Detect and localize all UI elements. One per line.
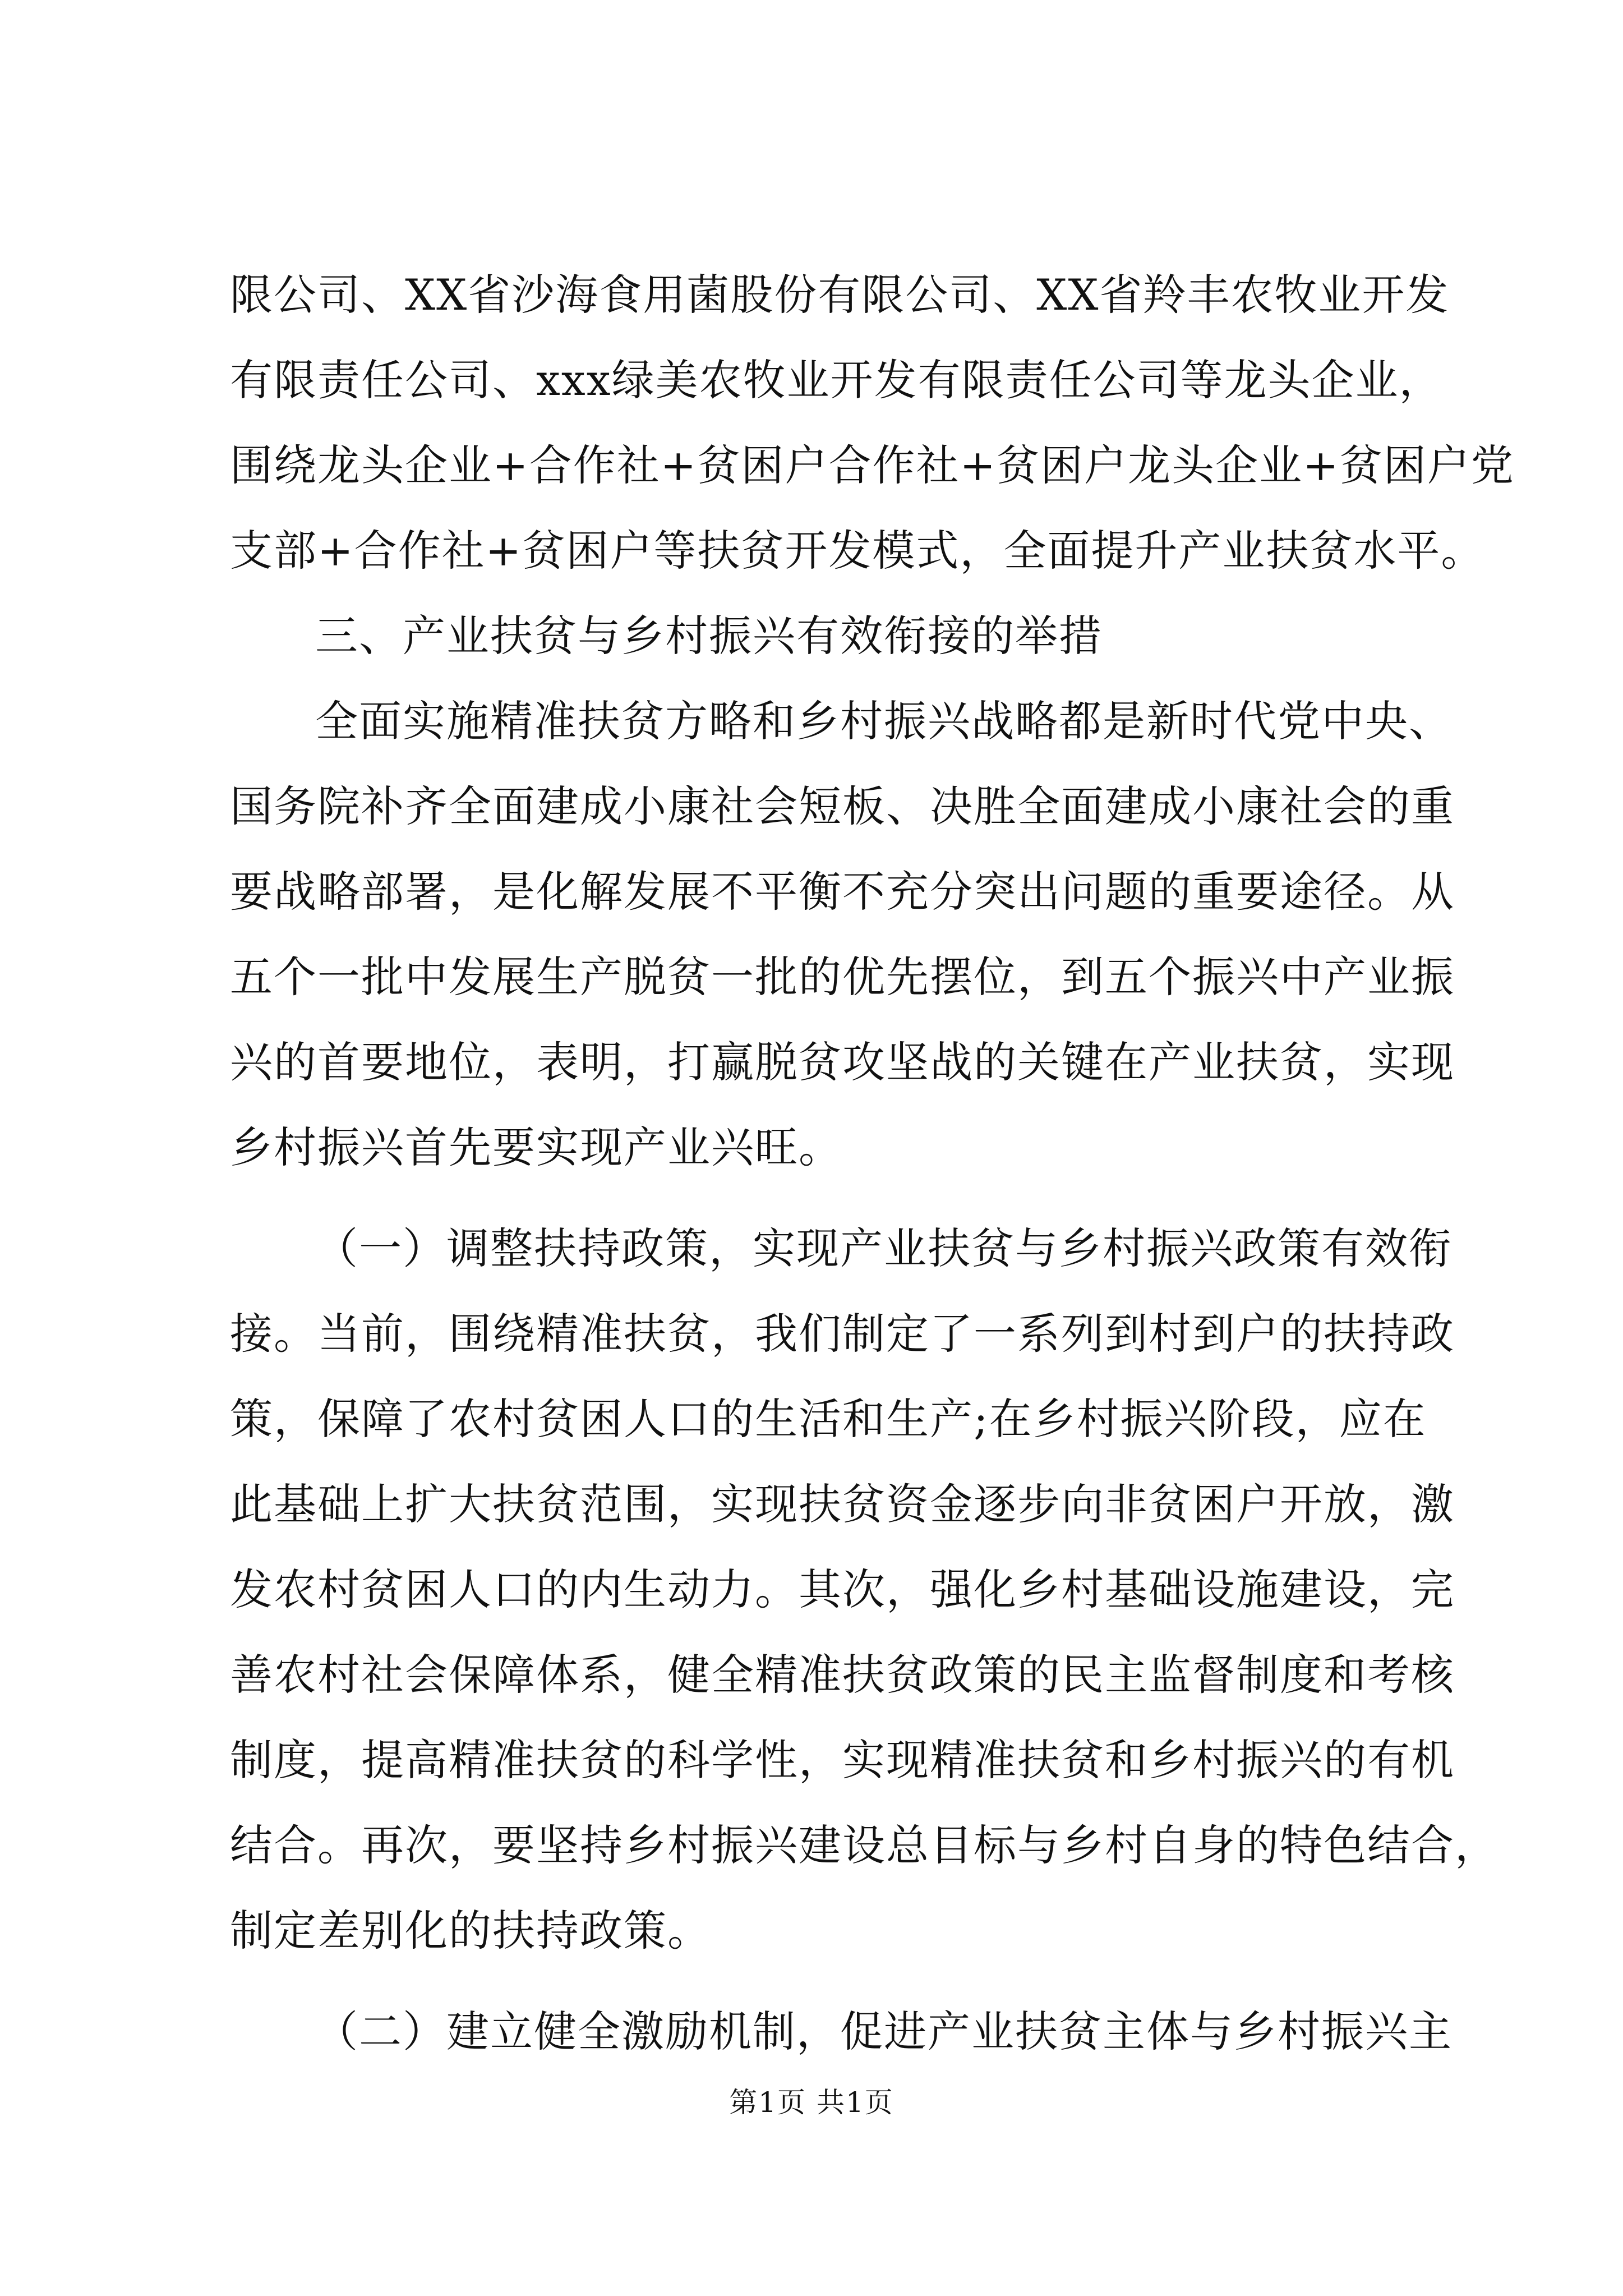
text-line: 制度，提高精准扶贫的科学性，实现精准扶贫和乡村振兴的有机 xyxy=(230,1735,1455,1785)
page-footer: 第1页 共1页 xyxy=(729,2086,894,2119)
text-line: 五个一批中发展生产脱贫一批的优先摆位，到五个振兴中产业振 xyxy=(230,952,1455,1002)
text-line: 全面实施精准扶贫方略和乡村振兴战略都是新时代党中央、 xyxy=(315,696,1453,746)
subsection-heading: （一）调整扶持政策，实现产业扶贫与乡村振兴政策有效衔 xyxy=(315,1223,1453,1273)
text-line: 结合。再次，要坚持乡村振兴建设总目标与乡村自身的特色结合， xyxy=(230,1820,1498,1870)
text-line: 支部+合作社+贫困户等扶贫开发模式，全面提升产业扶贫水平。 xyxy=(230,526,1485,576)
document-body xyxy=(230,252,1515,2074)
text-line: 接。当前，围绕精准扶贫，我们制定了一系列到村到户的扶持政 xyxy=(230,1309,1455,1359)
text-line: 乡村振兴首先要实现产业兴旺。 xyxy=(230,1122,842,1172)
text-line: 兴的首要地位，表明，打赢脱贫攻坚战的关键在产业扶贫，实现 xyxy=(230,1037,1455,1087)
text-line: 围绕龙头企业+合作社+贫困户合作社+贫困户龙头企业+贫困户党 xyxy=(230,440,1515,490)
subsection-heading: （二）建立健全激励机制，促进产业扶贫主体与乡村振兴主 xyxy=(315,2007,1453,2056)
text-line: 制定差别化的扶持政策。 xyxy=(230,1906,711,1955)
text-line: 策，保障了农村贫困人口的生活和生产;在乡村振兴阶段，应在 xyxy=(230,1394,1427,1444)
text-line: 要战略部署，是化解发展不平衡不充分突出问题的重要途径。从 xyxy=(230,867,1455,917)
text-line: 限公司、XX省沙海食用菌股份有限公司、XX省羚丰农牧业开发 xyxy=(230,270,1450,320)
text-line: 国务院补齐全面建成小康社会短板、决胜全面建成小康社会的重 xyxy=(230,781,1455,831)
text-line: 发农村贫困人口的内生动力。其次，强化乡村基础设施建设，完 xyxy=(230,1565,1455,1614)
text-line: 此基础上扩大扶贫范围，实现扶贫资金逐步向非贫困户开放，激 xyxy=(230,1479,1455,1529)
section-heading: 三、产业扶贫与乡村振兴有效衔接的举措 xyxy=(315,611,1103,661)
text-line: 有限责任公司、xxx绿美农牧业开发有限责任公司等龙头企业， xyxy=(230,355,1443,405)
text-line: 善农村社会保障体系，健全精准扶贫政策的民主监督制度和考核 xyxy=(230,1650,1455,1700)
